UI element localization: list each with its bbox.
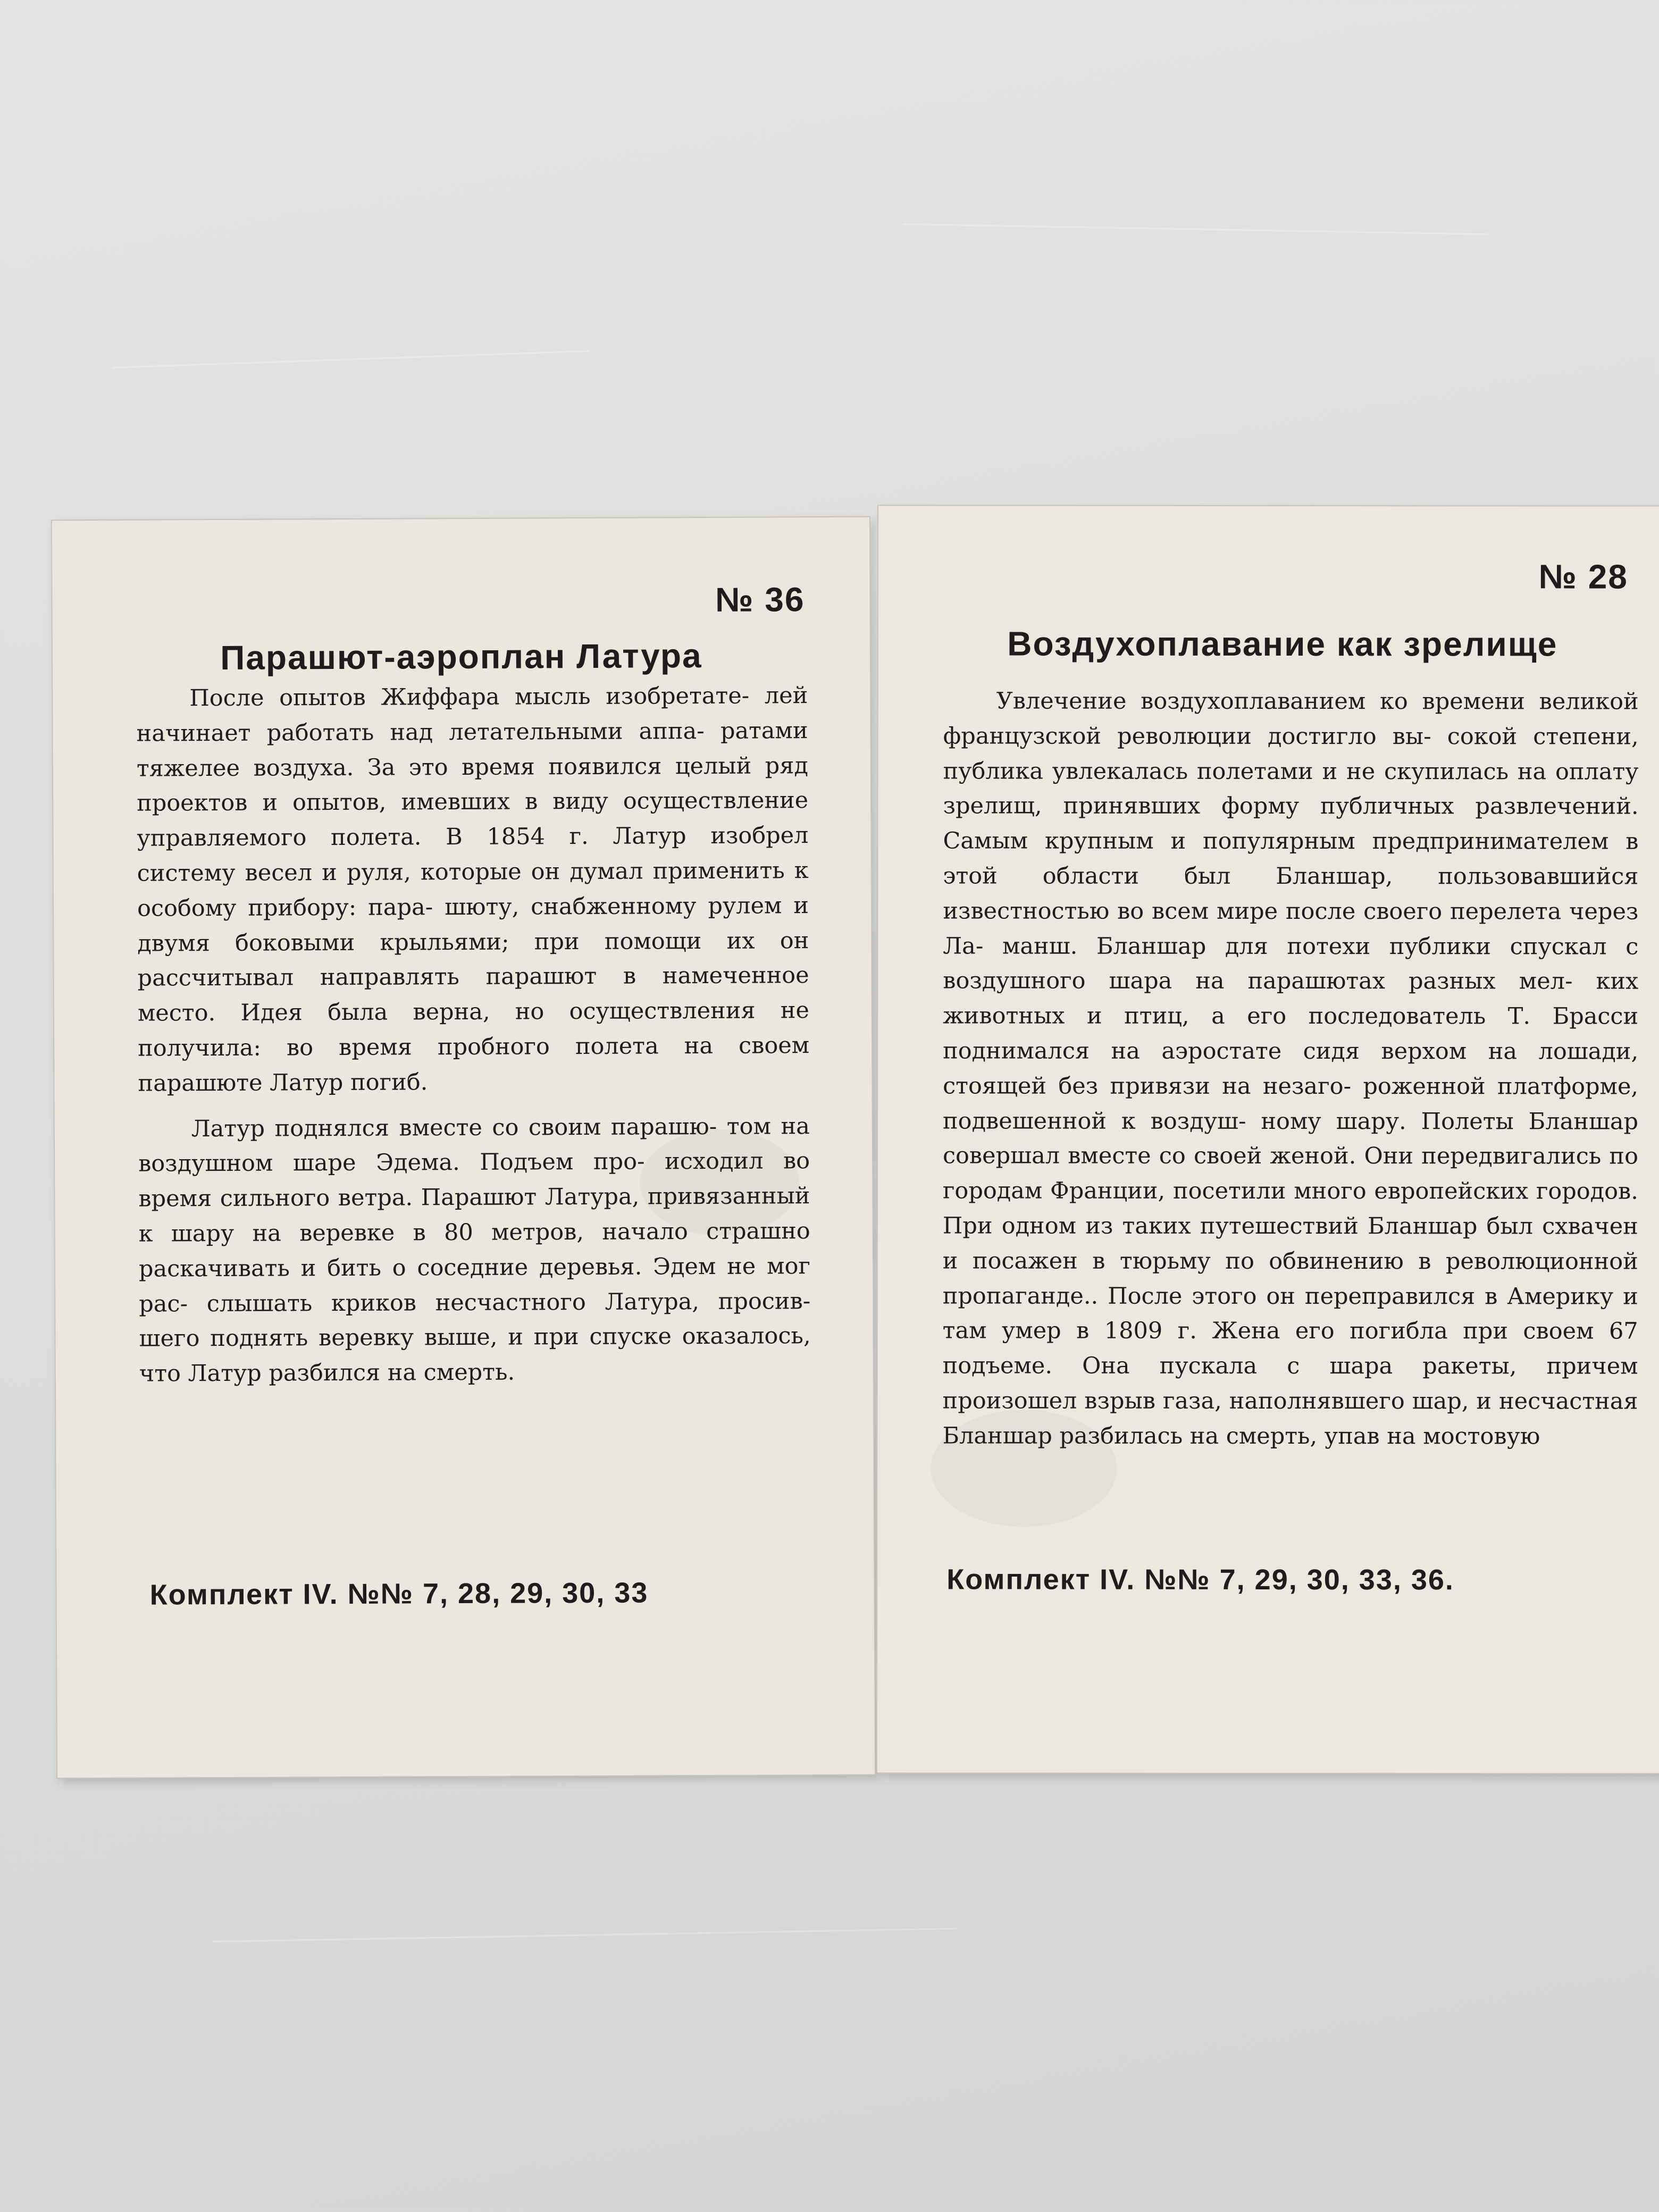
card-no-36 bbox=[52, 517, 875, 1778]
card-title: Парашют-аэроплан Латура bbox=[220, 636, 702, 677]
card-number: № 28 bbox=[1538, 557, 1628, 596]
paragraph: Увлечение воздухоплаванием ко времени великой французской революции достигло вы- сокой степени, публика увлекалась полетами и не скупилась на оплату зрелищ, принявших форму публичных развлечений. Самым крупным и популярным предпринимателем в этой области был Бланшар, пользовавшийся известностью во всем мире после своего перелета через Ла- манш. Бланшар для потехи публики спускал с воздушного шара на парашютах разных мел- ких животных и птиц, а его последователь Т. Брасси поднимался на аэростате сидя верхом на лошади, стоящей без привязи на незаго- роженной платформе, подвешенной к воздуш- ному шару. Полеты Бланшар совершал вместе со своей женой. Они передвигались по городам Франции, посетили много европейских городов. При одном из таких путешествий Бланшар был схвачен и посажен в тюрьму по обвинению в революционной пропаганде.. После этого он переправился в Америку и там умер в 1809 г. Жена его погибла при своем 67 подъеме. Она пускала с шара ракеты, причем произошел взрыв газа, наполнявшего шар, и несчастная Бланшар разбилась на смерть, упав на мостовую bbox=[942, 688, 1639, 1450]
paragraph: После опытов Жиффара мысль изобретате- лей начинает работать над летательными аппа- ратами тяжелее воздуха. За это время появился целый ряд проектов и опытов, имевших в виду осуществление управляемого полета. В 1854 г. Латур изобрел систему весел и руля, которые он думал применить к особому прибору: пара- шюту, снабженному рулем и двумя боковыми крыльями; при помощи их он рассчитывал направлять парашют в намеченное место. Идея была верна, но осуществления не получила: во время пробного полета на своем парашюте Латур погиб. bbox=[136, 682, 810, 1097]
kit-line: Комплект IV. №№ 7, 28, 29, 30, 33 bbox=[149, 1577, 649, 1611]
paragraph: Латур поднялся вместе со своим парашю- том на воздушном шаре Эдема. Подъем про- исходил во время сильного ветра. Парашют Латура, привязанный к шару на веревке в 80 метров, начало страшно раскачивать и бить о соседние деревья. Эдем не мог рас- слышать криков несчастного Латура, просив- шего поднять веревку выше, и при спуске оказалось, что Латур разбился на смерть. bbox=[138, 1112, 811, 1387]
card-text bbox=[942, 684, 1638, 1454]
card-number: № 36 bbox=[715, 580, 805, 619]
card-text bbox=[136, 678, 811, 1392]
card-title: Воздухоплавание как зрелище bbox=[1007, 624, 1558, 664]
kit-line: Комплект IV. №№ 7, 29, 30, 33, 36. bbox=[946, 1563, 1454, 1596]
card-no-28 bbox=[877, 506, 1659, 1773]
